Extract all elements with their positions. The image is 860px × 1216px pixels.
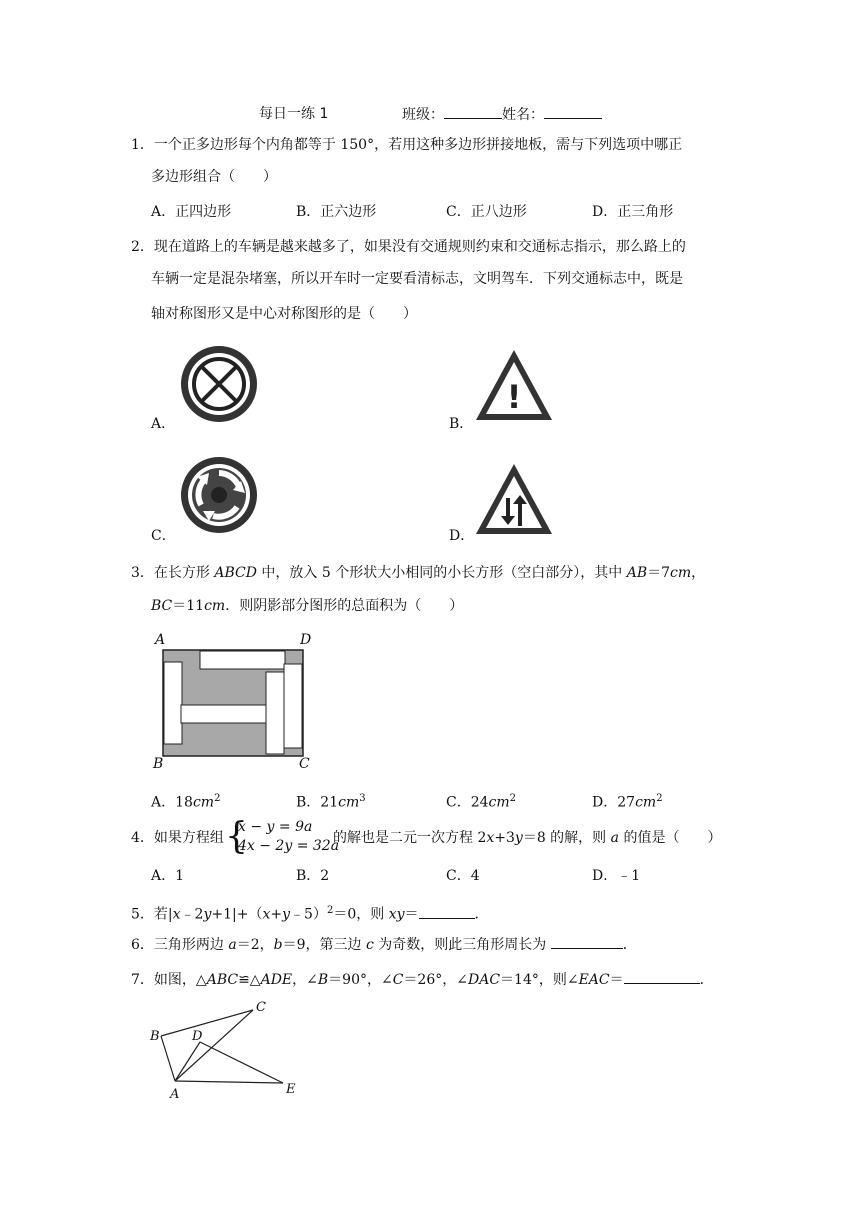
q3-option-c[interactable] <box>446 790 516 812</box>
class-name-fields <box>402 105 602 124</box>
q3-bc-value: ＝11 <box>172 598 205 614</box>
q4-option-d[interactable]: D．﹣1 <box>592 868 641 884</box>
q3-option-c-unit: cm <box>488 794 510 811</box>
q6-text-b: ＝2， <box>236 937 274 953</box>
q7-answer-blank[interactable] <box>624 970 700 984</box>
q1-line1 <box>131 136 682 154</box>
q4-suffix-a: 的解也是二元一次方程 2 <box>333 830 487 846</box>
q3-option-d-letter: D． <box>592 794 618 811</box>
q6-text-d: 为奇数，则此三角形周长为 <box>373 937 551 953</box>
q5-y2: y <box>282 906 291 923</box>
q2-option-b-label[interactable]: B． <box>449 416 474 432</box>
q7-cong: ≌△ <box>238 972 261 988</box>
q3-ab-label: AB <box>626 565 648 581</box>
page-title <box>259 105 328 123</box>
q3-small-rect-top <box>200 651 285 669</box>
q3-option-b-num: 21 <box>320 794 339 811</box>
q4-plus3: +3 <box>494 830 515 846</box>
q7-text-d: ＝26°，∠ <box>403 972 468 988</box>
q7-point-b: B <box>150 1029 160 1044</box>
q3-option-b[interactable] <box>296 790 366 812</box>
q5-text-g: ＝ <box>404 906 419 923</box>
q5-text-b: ﹣2 <box>180 906 204 923</box>
q3-ab-value: ＝7 <box>647 565 671 581</box>
q4-option-c[interactable]: C．4 <box>446 868 480 884</box>
class-blank[interactable] <box>444 105 502 119</box>
name-blank[interactable] <box>544 105 602 119</box>
q3-option-a-unit: cm <box>192 794 215 811</box>
q5-x2: x <box>262 906 271 923</box>
q1-option-a[interactable]: A．正四边形 <box>151 204 232 220</box>
q7-eac: EAC <box>578 972 610 988</box>
sign-b-symbol: ! <box>506 378 522 416</box>
q4-equation-1: x − y = 9a <box>238 819 313 835</box>
q7-point-a: A <box>170 1087 180 1102</box>
q4-suffix <box>333 829 721 847</box>
q3-corner-b: B <box>153 756 164 772</box>
q5-line <box>131 902 489 924</box>
q3-option-a-letter: A． <box>151 794 176 811</box>
q3-line1 <box>131 564 705 582</box>
q7-point-d: D <box>192 1029 203 1044</box>
q4-brace: { <box>225 816 248 857</box>
q3-option-d[interactable] <box>592 790 663 812</box>
q3-option-b-unit: cm <box>338 794 360 811</box>
q7-text-a: 如图，△ <box>153 972 207 988</box>
q5-x1: x <box>172 906 181 923</box>
q4-suffix-b: ＝8 的解，则 <box>522 830 611 846</box>
q2-option-c-label[interactable]: C． <box>151 528 176 544</box>
q7-text-f: ＝ <box>609 972 624 988</box>
q6-number: 6． <box>131 937 154 953</box>
q3-corner-a: A <box>155 632 166 648</box>
q3-text-c: ， <box>691 565 706 581</box>
q3-option-a-num: 18 <box>175 794 193 811</box>
q1-text-line1: 一个正多边形每个内角都等于 150°，若用这种多边形拼接地板，需与下列选项中哪正 <box>153 137 683 153</box>
q2-line3: 轴对称图形又是中心对称图形的是（ ） <box>151 306 417 322</box>
q3-option-d-unit: cm <box>635 794 657 811</box>
q3-option-b-exp: 3 <box>359 793 366 804</box>
q3-corner-d: D <box>300 632 312 648</box>
q2-option-d-label[interactable]: D． <box>449 528 475 544</box>
q3-ab-unit: cm <box>670 565 692 581</box>
q7-c: C <box>392 972 404 988</box>
q7-number: 7． <box>131 972 154 988</box>
q7-text-b: ，∠ <box>292 972 318 988</box>
sign-warning-icon <box>474 348 554 422</box>
q1-option-b[interactable]: B．正六边形 <box>296 204 377 220</box>
q6-a: a <box>228 937 237 953</box>
q7-line <box>131 970 714 989</box>
q3-option-c-num: 24 <box>470 794 489 811</box>
q3-rect-name: ABCD <box>214 565 257 581</box>
q5-text-d: + <box>270 906 283 923</box>
q4-a-var: a <box>610 830 619 846</box>
q4-suffix-c: 的值是（ ） <box>619 830 722 846</box>
q4-number: 4． <box>131 830 154 846</box>
q3-small-rect-right-inner <box>266 672 284 754</box>
q4-option-b[interactable]: B．2 <box>296 868 330 884</box>
q3-text-a: 在长方形 <box>153 565 215 581</box>
q3-option-b-letter: B． <box>296 794 321 811</box>
title-text: 每日一练 1 <box>259 106 329 122</box>
q5-text-c: +1|+（ <box>211 906 263 923</box>
sign-roundabout-icon <box>179 455 259 535</box>
q1-line2 <box>151 168 277 186</box>
sign-no-stopping-icon <box>179 344 259 424</box>
q5-number: 5． <box>131 906 154 923</box>
q3-rectangle-figure <box>150 630 320 772</box>
name-label: 姓名： <box>502 107 544 123</box>
q3-bc-unit: cm <box>204 598 226 614</box>
q3-option-c-exp: 2 <box>509 793 517 804</box>
q3-corner-c: C <box>299 756 310 772</box>
q3-option-d-num: 27 <box>617 794 636 811</box>
q7-end: ． <box>699 972 714 988</box>
q5-xy: xy <box>388 906 405 923</box>
q3-option-c-letter: C． <box>446 794 471 811</box>
q4-y-var: y <box>514 830 523 846</box>
q2-line2: 车辆一定是混杂堵塞，所以开车时一定要看清标志，文明驾车．下列交通标志中，既是 <box>151 271 683 287</box>
q7-text-c: ＝90°，∠ <box>328 972 393 988</box>
q4-option-a[interactable]: A．1 <box>151 868 185 884</box>
q3-small-rect-middle <box>181 705 266 723</box>
q4-x-var: x <box>486 830 495 846</box>
q3-text-b: 中，放入 5 个形状大小相同的小长方形（空白部分），其中 <box>256 565 627 581</box>
class-label: 班级： <box>402 107 444 123</box>
q6-end: ． <box>622 937 637 953</box>
q2-text-line1: 现在道路上的车辆是越来越多了，如果没有交通规则约束和交通标志指示，那么路上的 <box>153 239 686 255</box>
q5-end: ． <box>474 906 489 923</box>
q6-answer-blank[interactable] <box>551 935 623 949</box>
q3-option-a[interactable] <box>151 790 220 812</box>
q1-text-line2: 多边形组合（ ） <box>151 169 277 185</box>
q5-text-a: 若| <box>153 906 173 923</box>
q3-text-line2: ．则阴影部分图形的总面积为（ ） <box>225 598 464 614</box>
q4-equation-2: 4x − 2y = 32a <box>238 838 340 854</box>
q5-sup: 2 <box>326 905 334 916</box>
q5-y1: y <box>203 906 212 923</box>
q3-small-rect-left <box>164 662 182 744</box>
q2-line1 <box>131 238 686 256</box>
q3-line2 <box>151 597 463 615</box>
q7-dac: DAC <box>467 972 501 988</box>
q1-option-d[interactable]: D．正三角形 <box>592 204 674 220</box>
q7-ade: ADE <box>260 972 293 988</box>
q6-b: b <box>273 937 283 953</box>
q6-c: c <box>365 937 374 953</box>
q1-option-c[interactable]: C．正八边形 <box>446 204 527 220</box>
q6-text-c: ＝9，第三边 <box>282 937 366 953</box>
q3-small-rect-right-outer <box>284 664 302 748</box>
q5-answer-blank[interactable] <box>419 905 475 919</box>
q7-abc: ABC <box>206 972 239 988</box>
q6-line <box>131 935 637 954</box>
q5-text-e: ﹣5） <box>290 906 327 923</box>
q7-b: B <box>317 972 329 988</box>
q4-prefix-text: 如果方程组 <box>153 830 224 846</box>
q7-text-e: ＝14°，则∠ <box>500 972 579 988</box>
q2-option-a-label[interactable]: A． <box>151 416 176 432</box>
sign-two-way-traffic-icon <box>474 462 554 536</box>
q7-point-e: E <box>286 1082 296 1097</box>
q7-triangle-figure <box>145 995 315 1105</box>
q3-number: 3． <box>131 565 154 581</box>
q1-number: 1． <box>131 137 154 153</box>
q5-text-f: ＝0，则 <box>333 906 389 923</box>
q3-option-d-exp: 2 <box>656 793 663 804</box>
q2-number: 2． <box>131 239 154 255</box>
q6-text-a: 三角形两边 <box>153 937 229 953</box>
q3-option-a-exp: 2 <box>214 793 221 804</box>
q3-bc-label: BC <box>151 598 173 614</box>
q4-prefix <box>131 829 224 847</box>
q7-point-c: C <box>256 1000 266 1015</box>
